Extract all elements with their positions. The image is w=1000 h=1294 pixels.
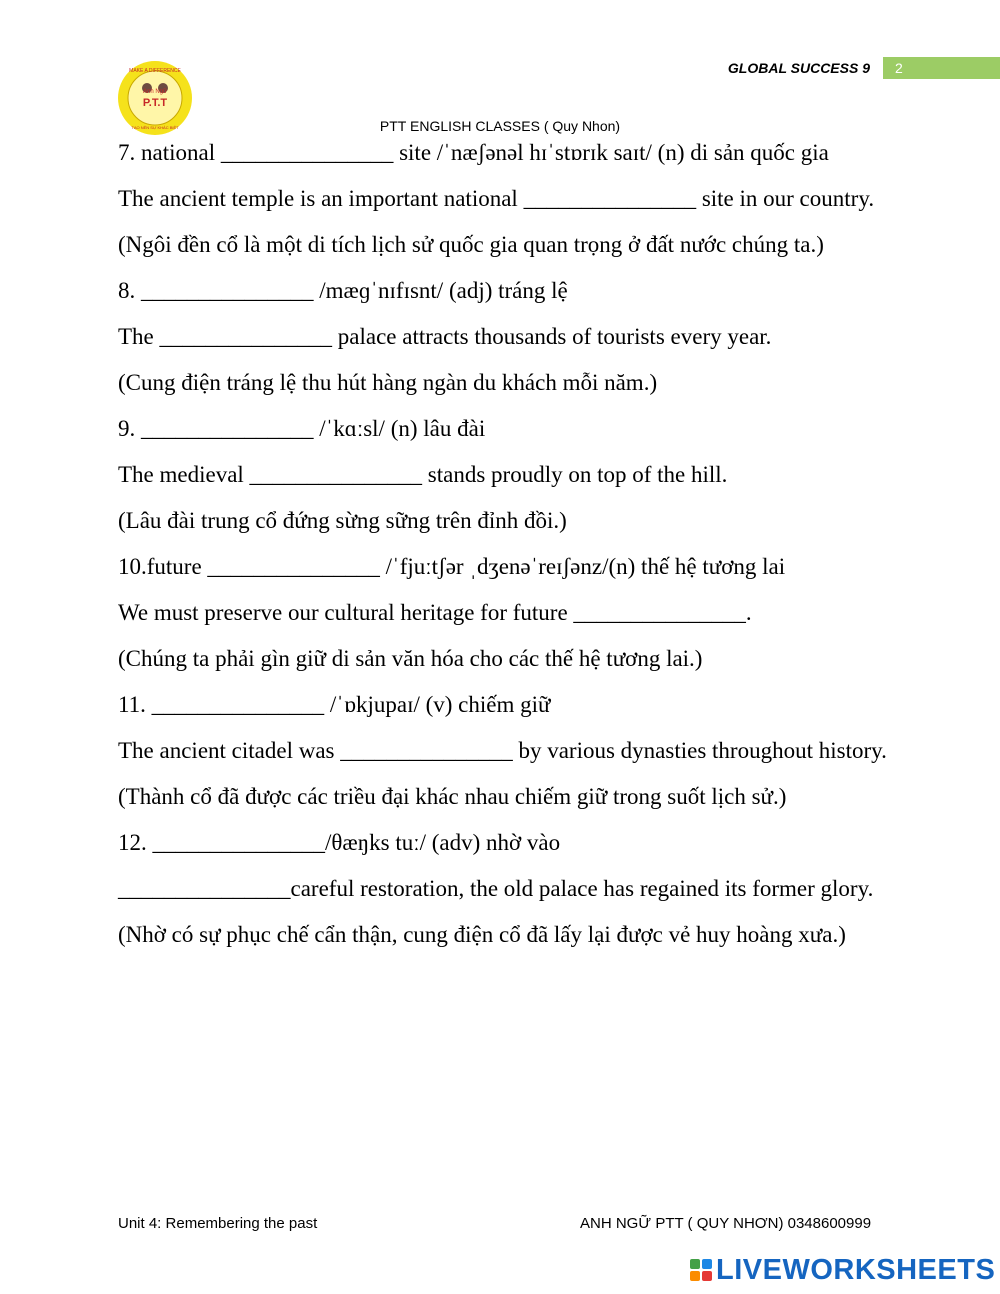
- example-sentence: The _______________ palace attracts thousands of tourists every year.: [118, 324, 772, 349]
- example-sentence: We must preserve our cultural heritage for future _______________.: [118, 600, 752, 625]
- translation: (Nhờ có sự phục chế cẩn thận, cung điện cổ đã lấy lại được vẻ huy hoàng xưa.): [118, 922, 846, 947]
- worksheet-body: [118, 137, 888, 965]
- liveworksheets-icon: [690, 1259, 712, 1281]
- footer-contact: ANH NGỮ PTT ( QUY NHƠN) 0348600999: [580, 1215, 872, 1232]
- translation: (Thành cổ đã được các triều đại khác nhau chiếm giữ trong suốt lịch sử.): [118, 784, 787, 809]
- liveworksheets-brand: LIVEWORKSHEETS: [716, 1253, 996, 1286]
- vocab-entry: 10.future _______________ /ˈfjuːtʃər ˌdʒenəˈreɪʃənz/(n) thế hệ tương lai: [118, 554, 786, 579]
- vocab-entry: 7. national _______________ site /ˈnæʃənəl hɪˈstɒrɪk saɪt/ (n) di sản quốc gia: [118, 140, 829, 165]
- svg-text:TẠO NÊN SỰ KHÁC BIỆT: TẠO NÊN SỰ KHÁC BIỆT: [131, 125, 179, 130]
- translation: (Chúng ta phải gìn giữ di sản văn hóa cho các thế hệ tương lai.): [118, 646, 703, 671]
- example-sentence: The ancient citadel was _______________ by various dynasties throughout history.: [118, 738, 887, 763]
- vocab-entry: 8. _______________ /mæɡˈnɪfɪsnt/ (adj) tráng lệ: [118, 278, 568, 303]
- liveworksheets-logo[interactable]: [690, 1252, 995, 1288]
- svg-text:Anh Ngữ: Anh Ngữ: [142, 89, 168, 95]
- example-sentence: The ancient temple is an important national _______________ site in our country.: [118, 186, 875, 211]
- page-number: 2: [883, 57, 1000, 79]
- example-sentence: _______________careful restoration, the old palace has regained its former glory.: [118, 876, 874, 901]
- vocab-entry: 12. _______________/θæŋks tuː/ (adv) nhờ vào: [118, 830, 561, 855]
- svg-text:MAKE A DIFFERENCE: MAKE A DIFFERENCE: [129, 68, 181, 74]
- footer-unit: Unit 4: Remembering the past: [118, 1215, 318, 1232]
- vocab-entry: 11. _______________ /ˈɒkjupaɪ/ (v) chiếm giữ: [118, 692, 551, 717]
- svg-text:P.T.T: P.T.T: [142, 97, 168, 109]
- translation: (Cung điện tráng lệ thu hút hàng ngàn du khách mỗi năm.): [118, 370, 658, 395]
- translation: (Ngôi đền cổ là một di tích lịch sử quốc gia quan trọng ở đất nước chúng ta.): [118, 232, 824, 257]
- vocab-entry: 9. _______________ /ˈkɑːsl/ (n) lâu đài: [118, 416, 486, 441]
- class-subtitle: PTT ENGLISH CLASSES ( Quy Nhon): [379, 118, 621, 134]
- translation: (Lâu đài trung cổ đứng sừng sững trên đỉnh đồi.): [118, 508, 567, 533]
- example-sentence: The medieval _______________ stands proudly on top of the hill.: [118, 462, 728, 487]
- book-title: GLOBAL SUCCESS 9: [727, 60, 870, 76]
